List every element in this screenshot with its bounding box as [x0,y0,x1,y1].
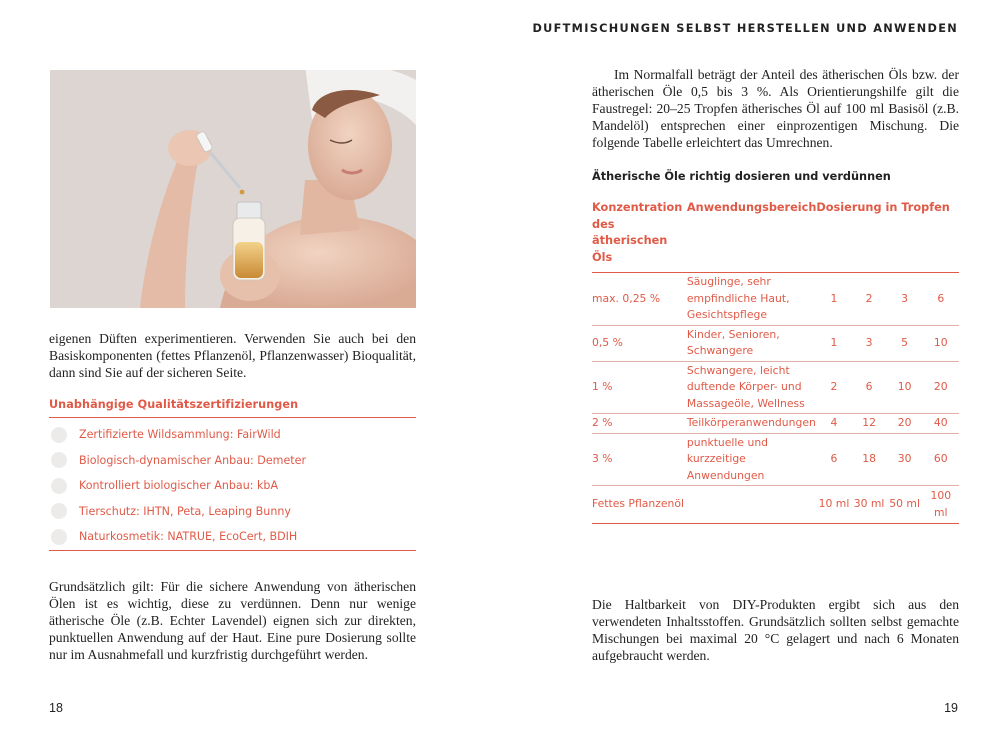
running-head: DUFTMISCHUNGEN SELBST HERSTELLEN UND ANWENDEN [532,22,958,35]
photo-illustration [50,70,416,308]
table-footer-row [592,486,959,524]
cell-drops: 60 [923,433,959,486]
bullet-dot-icon [51,478,67,494]
certification-item-label: Kontrolliert biologischer Anbau: kbA [79,479,279,493]
table-row [592,325,959,361]
cell-use: Säuglinge, sehr empfindliche Haut, Gesichtspflege [687,273,817,326]
table-header-row [592,198,959,273]
certification-item-label: Tierschutz: IHTN, Peta, Leaping Bunny [79,504,291,518]
dilution-paragraph [49,578,416,663]
cell-drops: 10 [887,361,923,414]
intro-paragraph-text: eigenen Düften experimentieren. Verwenden Sie auch bei den Basiskomponenten (fettes Pflanzenöl, Pflanzenwasser) Bioqualität, dann sind Sie auf der sicheren Seite. [49,331,416,380]
cell-volume: 10 ml [816,486,851,524]
cell-concentration: 3 % [592,433,687,486]
list-item [49,524,416,550]
ratio-paragraph-text: Im Normalfall beträgt der Anteil des ätherischen Öls bzw. der ätherischen Öle 0,5 bis 3 %. Als Orientierungshilfe gilt die Faustregel: 20–25 Tropfen ätherisches Öl auf 100 ml Basisöl (z.B. Mandelöl) entsprechen einer einprozentigen Mischung. Die folgende Tabelle erleichtert das Umrechnen. [592,67,959,150]
cell-volume: 100 ml [923,486,959,524]
cell-drops: 1 [816,273,851,326]
cell-use: punktuelle und kurzzeitige Anwendungen [687,433,817,486]
certification-item-label: Biologisch-dynamischer Anbau: Demeter [79,453,307,467]
header-drops: Dosierung in Tropfen [816,198,959,273]
intro-paragraph [49,330,416,381]
dilution-paragraph-text: Grundsätzlich gilt: Für die sichere Anwendung von ätherischen Ölen ist es wichtig, diese zu verdünnen. Denn nur wenige ätherische Öle (z.B. Echter Lavendel) eignen sich zur direkten, punktuellen Anwendung auf der Haut. Eine pure Dosierung sollte nur im Ausnahmefall und kurzfristig durchgeführt werden. [49,579,416,662]
cell-drops: 3 [887,273,923,326]
cell-drops: 1 [816,325,851,361]
shelf-life-paragraph [592,596,959,664]
table-row [592,433,959,486]
page-number-right: 19 [944,701,958,715]
cell-concentration: 1 % [592,361,687,414]
cell-drops: 4 [816,414,851,434]
cell-drops: 18 [852,433,887,486]
shelf-life-paragraph-text: Die Haltbarkeit von DIY-Produkten ergibt sich aus den verwendeten Inhaltsstoffen. Grundsätzlich sollten selbst gemachte Mischungen bei maximal 20 °C gelagert und nach 6 Monaten aufgebraucht werden. [592,597,959,663]
certification-item-label: Naturkosmetik: NATRUE, EcoCert, BDIH [79,530,298,544]
list-item [49,499,416,525]
cell-concentration: 2 % [592,414,687,434]
cell-drops: 12 [852,414,887,434]
cell-drops: 10 [923,325,959,361]
cell-use: Kinder, Senioren, Schwangere [687,325,817,361]
header-use: Anwendungsbereich [687,198,817,273]
certification-item-label: Zertifizierte Wildsammlung: FairWild [79,428,281,442]
cell-drops: 3 [852,325,887,361]
page-number-left: 18 [49,701,63,715]
right-page [504,0,1008,738]
certification-box-title: Unabhängige Qualitätszertifizierungen [49,398,416,418]
ratio-paragraph [592,66,959,151]
certification-box [49,398,416,551]
list-item [49,448,416,474]
certification-list [49,418,416,551]
cell-use: Teilkörperanwendungen [687,414,817,434]
table-row [592,414,959,434]
bullet-dot-icon [51,503,67,519]
bullet-dot-icon [51,452,67,468]
cell-base-oil-label: Fettes Pflanzenöl [592,486,816,524]
cell-drops: 6 [923,273,959,326]
cell-drops: 2 [816,361,851,414]
bullet-dot-icon [51,529,67,545]
bullet-dot-icon [51,427,67,443]
cell-volume: 30 ml [852,486,887,524]
cell-drops: 6 [852,361,887,414]
list-item [49,422,416,448]
cell-concentration: max. 0,25 % [592,273,687,326]
cell-drops: 2 [852,273,887,326]
cell-drops: 40 [923,414,959,434]
cell-concentration: 0,5 % [592,325,687,361]
table-row [592,361,959,414]
cell-drops: 30 [887,433,923,486]
cell-use: Schwangere, leicht duftende Körper- und Massageöle, Wellness [687,361,817,414]
cell-drops: 20 [923,361,959,414]
dosage-table [592,198,959,524]
list-item [49,473,416,499]
cell-drops: 20 [887,414,923,434]
cell-drops: 5 [887,325,923,361]
woman-with-dropper-bottle-photo [50,70,416,308]
table-title: Ätherische Öle richtig dosieren und verdünnen [592,170,891,183]
header-concentration: Konzentration des ätherischen Öls [592,198,687,273]
cell-drops: 6 [816,433,851,486]
table-row [592,273,959,326]
cell-volume: 50 ml [887,486,923,524]
